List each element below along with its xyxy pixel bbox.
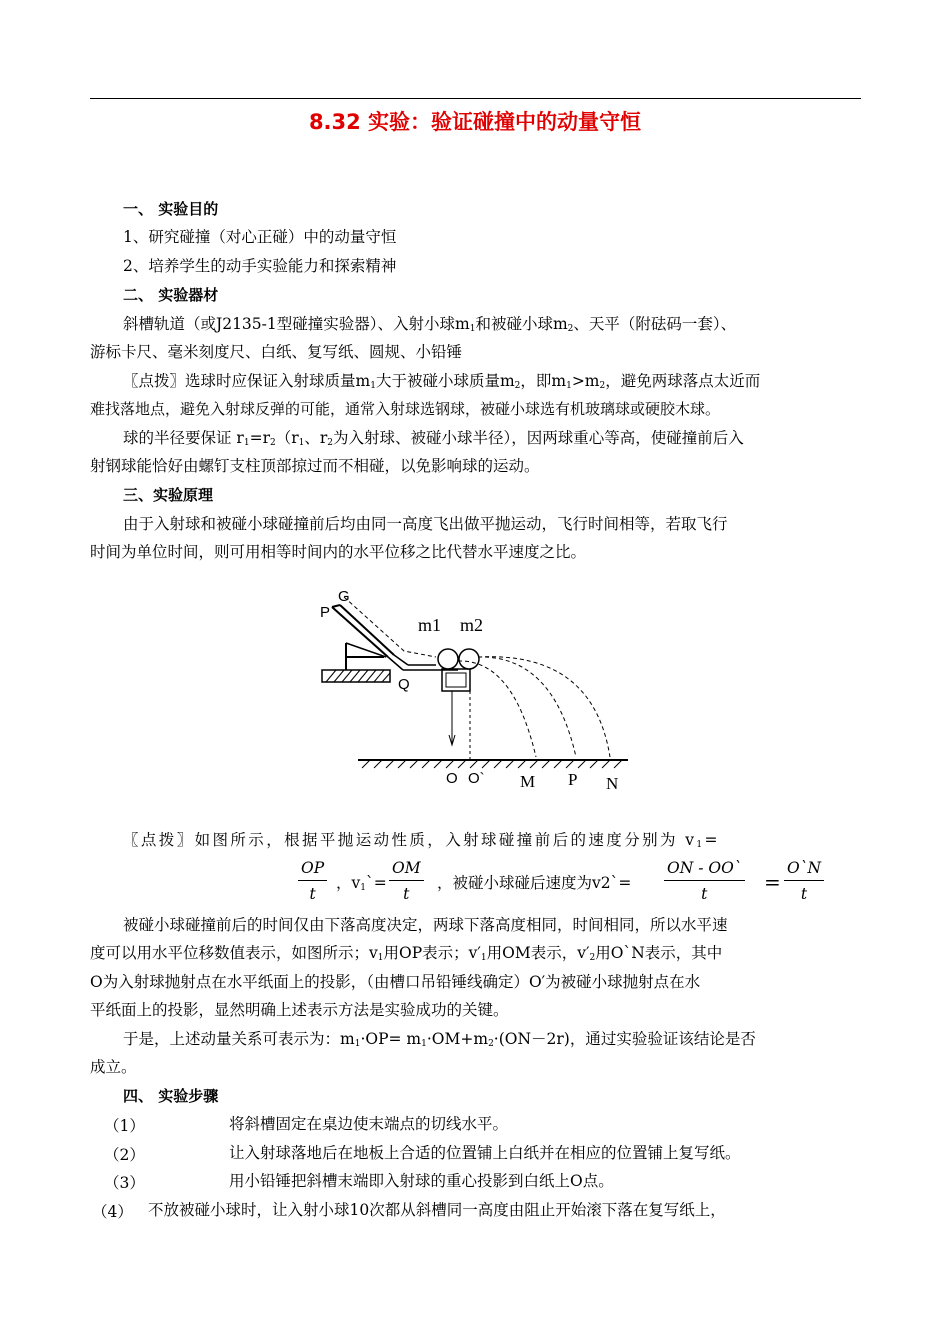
- label-O-prime: O`: [468, 770, 485, 787]
- label-M: M: [520, 772, 536, 791]
- step-number: （3）: [104, 1174, 145, 1192]
- equals-sign: =: [764, 870, 781, 894]
- label-m1: m1: [418, 615, 442, 635]
- section-heading-purpose: 一、 实验目的: [123, 200, 219, 218]
- label-N: N: [606, 774, 619, 793]
- fraction-o-prime-n-t: $\frac{O`N}{t}$: [784, 858, 824, 904]
- fraction-om-t: $\frac{OM}{t}$: [389, 858, 424, 904]
- fraction-op-t: $\frac{OP}{t}$: [298, 858, 327, 904]
- v2-prime-label: ，被碰小球碰后速度为v2`=: [437, 874, 632, 892]
- step-number: （4）: [92, 1203, 133, 1221]
- page-title: 8.32 实验：验证碰撞中的动量守恒: [308, 110, 642, 134]
- after-line-4: 平纸面上的投影，显然明确上述表示方法是实验成功的关键。: [90, 1001, 509, 1019]
- radius-line-1: 球的半径要保证 $r_1=r_2(r_1$、$r_2$为入射球、被碰小球半径），因两球重心等高，使碰撞前后入: [123, 429, 744, 448]
- equipment-line-2: 游标卡尺、毫米刻度尺、白纸、复写纸、圆规、小铅锤: [90, 343, 463, 361]
- after-line-3: O为入射球抛射点在水平纸面上的投影，（由槽口吊铅锤线确定）O′为被碰小球抛射点在水: [90, 973, 701, 991]
- header-rule: [90, 98, 861, 99]
- purpose-item-1: 1、研究碰撞（对心正碰）中的动量守恒: [123, 228, 397, 246]
- after-line-2: 度可以用水平位移数值表示，如图所示；$v_1$用OP表示；$v'_1$用OM表示，$v'_2$用O`N表示，其中: [90, 944, 723, 963]
- radius-line-2: 射钢球能恰好由螺钉支柱顶部掠过而不相碰，以免影响球的运动。: [90, 457, 540, 475]
- principle-line-1: 由于入射球和被碰小球碰撞前后均由同一高度飞出做平抛运动，飞行时间相等，若取飞行: [123, 515, 728, 533]
- fraction-on-oo-t: $\frac{ON - OO`}{t}$: [664, 858, 745, 904]
- step-number: （2）: [104, 1146, 145, 1164]
- after-line-1: 被碰小球碰撞前后的时间仅由下落高度决定，两球下落高度相同，时间相同，所以水平速: [123, 916, 728, 934]
- conclusion-line-1: 于是，上述动量关系可表示为：$m_1\cdot OP= m_1\cdot OM+m_2\cdot(ON-2r)$，通过实验验证该结论是否: [123, 1030, 756, 1049]
- step-text: 用小铅锤把斜槽末端即入射球的重心投影到白纸上O点。: [229, 1172, 614, 1190]
- ball-m2: [459, 649, 479, 669]
- tip2-line-1: 〖点拨〗如图所示，根据平抛运动性质，入射球碰撞前后的速度分别为 $v_1=$: [123, 831, 720, 850]
- label-m2: m2: [460, 615, 484, 635]
- label-P: P: [568, 770, 578, 789]
- label-O: O: [446, 770, 458, 787]
- conclusion-line-2: 成立。: [90, 1058, 137, 1076]
- collision-apparatus-diagram: [318, 585, 628, 800]
- tip-line-1: 〖点拨〗选球时应保证入射球质量$m_1$大于被碰小球质量$m_2$，即$m_1>m_2$，避免两球落点太近而: [123, 372, 761, 391]
- step-number: （1）: [104, 1117, 145, 1135]
- label-Q: Q: [398, 676, 410, 693]
- step-text: 不放被碰小球时，让入射小球10次都从斜槽同一高度由阻止开始滚下落在复写纸上，: [148, 1201, 726, 1219]
- section-heading-principle: 三、实验原理: [123, 486, 214, 504]
- label-G: G: [338, 588, 350, 605]
- purpose-item-2: 2、培养学生的动手实验能力和探索精神: [123, 257, 397, 275]
- section-heading-steps: 四、 实验步骤: [123, 1087, 219, 1105]
- tip-line-2: 难找落地点，避免入射球反弹的可能，通常入射球选钢球，被碰小球选有机玻璃球或硬胶木球。: [90, 400, 721, 418]
- section-heading-equipment: 二、 实验器材: [123, 286, 219, 304]
- step-text: 将斜槽固定在桌边使末端点的切线水平。: [229, 1115, 509, 1133]
- v1-prime-label: ，$v_1`=$: [336, 874, 387, 893]
- equipment-line-1: 斜槽轨道（或J2135-1型碰撞实验器）、入射小球$m_1$和被碰小球$m_2$、天平（附砝码一套）、: [123, 315, 737, 334]
- step-text: 让入射球落地后在地板上合适的位置铺上白纸并在相应的位置铺上复写纸。: [229, 1144, 741, 1162]
- ball-m1: [438, 649, 458, 669]
- principle-line-2: 时间为单位时间，则可用相等时间内的水平位移之比代替水平速度之比。: [90, 543, 587, 561]
- table-base: [322, 670, 390, 682]
- label-P-top: P: [320, 604, 331, 621]
